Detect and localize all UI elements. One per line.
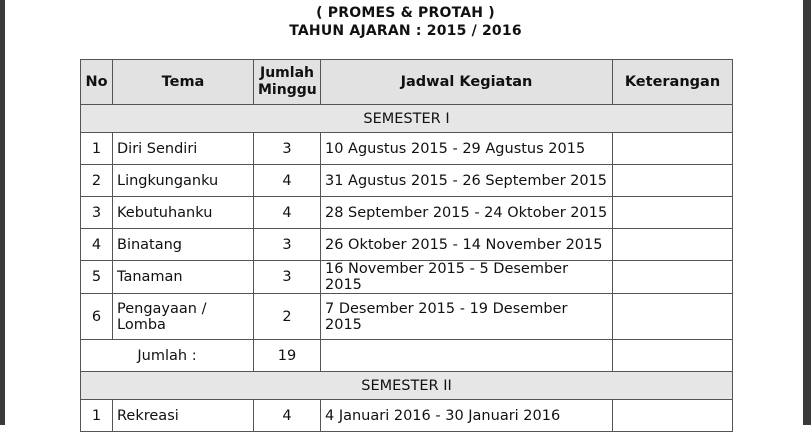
header-jumlah-line1: Jumlah [260, 65, 314, 81]
cell-keterangan [613, 165, 733, 197]
cell-jadwal: 7 Desember 2015 - 19 Desember 2015 [321, 294, 613, 340]
semester-label: SEMESTER I [81, 105, 733, 133]
cell-no: 1 [81, 133, 113, 165]
table-row [81, 197, 733, 229]
table-row [81, 400, 733, 432]
cell-jadwal: 28 September 2015 - 24 Oktober 2015 [321, 197, 613, 229]
header-tema: Tema [113, 60, 254, 105]
cell-jadwal: 4 Januari 2016 - 30 Januari 2016 [321, 400, 613, 432]
document-subtitle: TAHUN AJARAN : 2015 / 2016 [289, 23, 522, 39]
cell-minggu: 3 [254, 133, 321, 165]
table-row [81, 133, 733, 165]
cell-tema: Kebutuhanku [113, 197, 254, 229]
header-jadwal: Jadwal Kegiatan [321, 60, 613, 105]
cell-keterangan [613, 197, 733, 229]
left-window-edge [0, 0, 5, 425]
table-header-row [81, 60, 733, 105]
table-row [81, 261, 733, 294]
cell-jadwal: 26 Oktober 2015 - 14 November 2015 [321, 229, 613, 261]
cell-minggu: 4 [254, 197, 321, 229]
cell-keterangan [613, 340, 733, 372]
header-jumlah-line2: Minggu [258, 82, 317, 98]
table-row [81, 165, 733, 197]
cell-no: 4 [81, 229, 113, 261]
semester-row [81, 105, 733, 133]
cell-keterangan [613, 261, 733, 294]
cell-tema: Tanaman [113, 261, 254, 294]
cell-no: 5 [81, 261, 113, 294]
semester-label: SEMESTER II [81, 372, 733, 400]
right-window-edge [803, 0, 811, 425]
table-row [81, 294, 733, 340]
semester-row [81, 372, 733, 400]
cell-minggu: 2 [254, 294, 321, 340]
cell-keterangan [613, 400, 733, 432]
cell-minggu: 4 [254, 165, 321, 197]
header-no: No [81, 60, 113, 105]
cell-tema: Diri Sendiri [113, 133, 254, 165]
schedule-table [80, 59, 733, 432]
cell-no: 1 [81, 400, 113, 432]
cell-jadwal: 31 Agustus 2015 - 26 September 2015 [321, 165, 613, 197]
cell-keterangan [613, 294, 733, 340]
cell-minggu: 3 [254, 229, 321, 261]
table-row [81, 229, 733, 261]
total-label: Jumlah : [81, 340, 254, 372]
cell-minggu: 4 [254, 400, 321, 432]
cell-no: 6 [81, 294, 113, 340]
header-jumlah-minggu [254, 60, 321, 105]
total-row [81, 340, 733, 372]
cell-jadwal [321, 340, 613, 372]
cell-minggu: 3 [254, 261, 321, 294]
cell-keterangan [613, 229, 733, 261]
cell-jadwal: 10 Agustus 2015 - 29 Agustus 2015 [321, 133, 613, 165]
document-title: ( PROMES & PROTAH ) [316, 5, 495, 21]
cell-tema: Rekreasi [113, 400, 254, 432]
header-keterangan: Keterangan [613, 60, 733, 105]
cell-no: 2 [81, 165, 113, 197]
total-value: 19 [254, 340, 321, 372]
cell-jadwal: 16 November 2015 - 5 Desember 2015 [321, 261, 613, 294]
cell-tema: Pengayaan / Lomba [113, 294, 254, 340]
cell-no: 3 [81, 197, 113, 229]
cell-tema: Lingkunganku [113, 165, 254, 197]
cell-keterangan [613, 133, 733, 165]
cell-tema: Binatang [113, 229, 254, 261]
